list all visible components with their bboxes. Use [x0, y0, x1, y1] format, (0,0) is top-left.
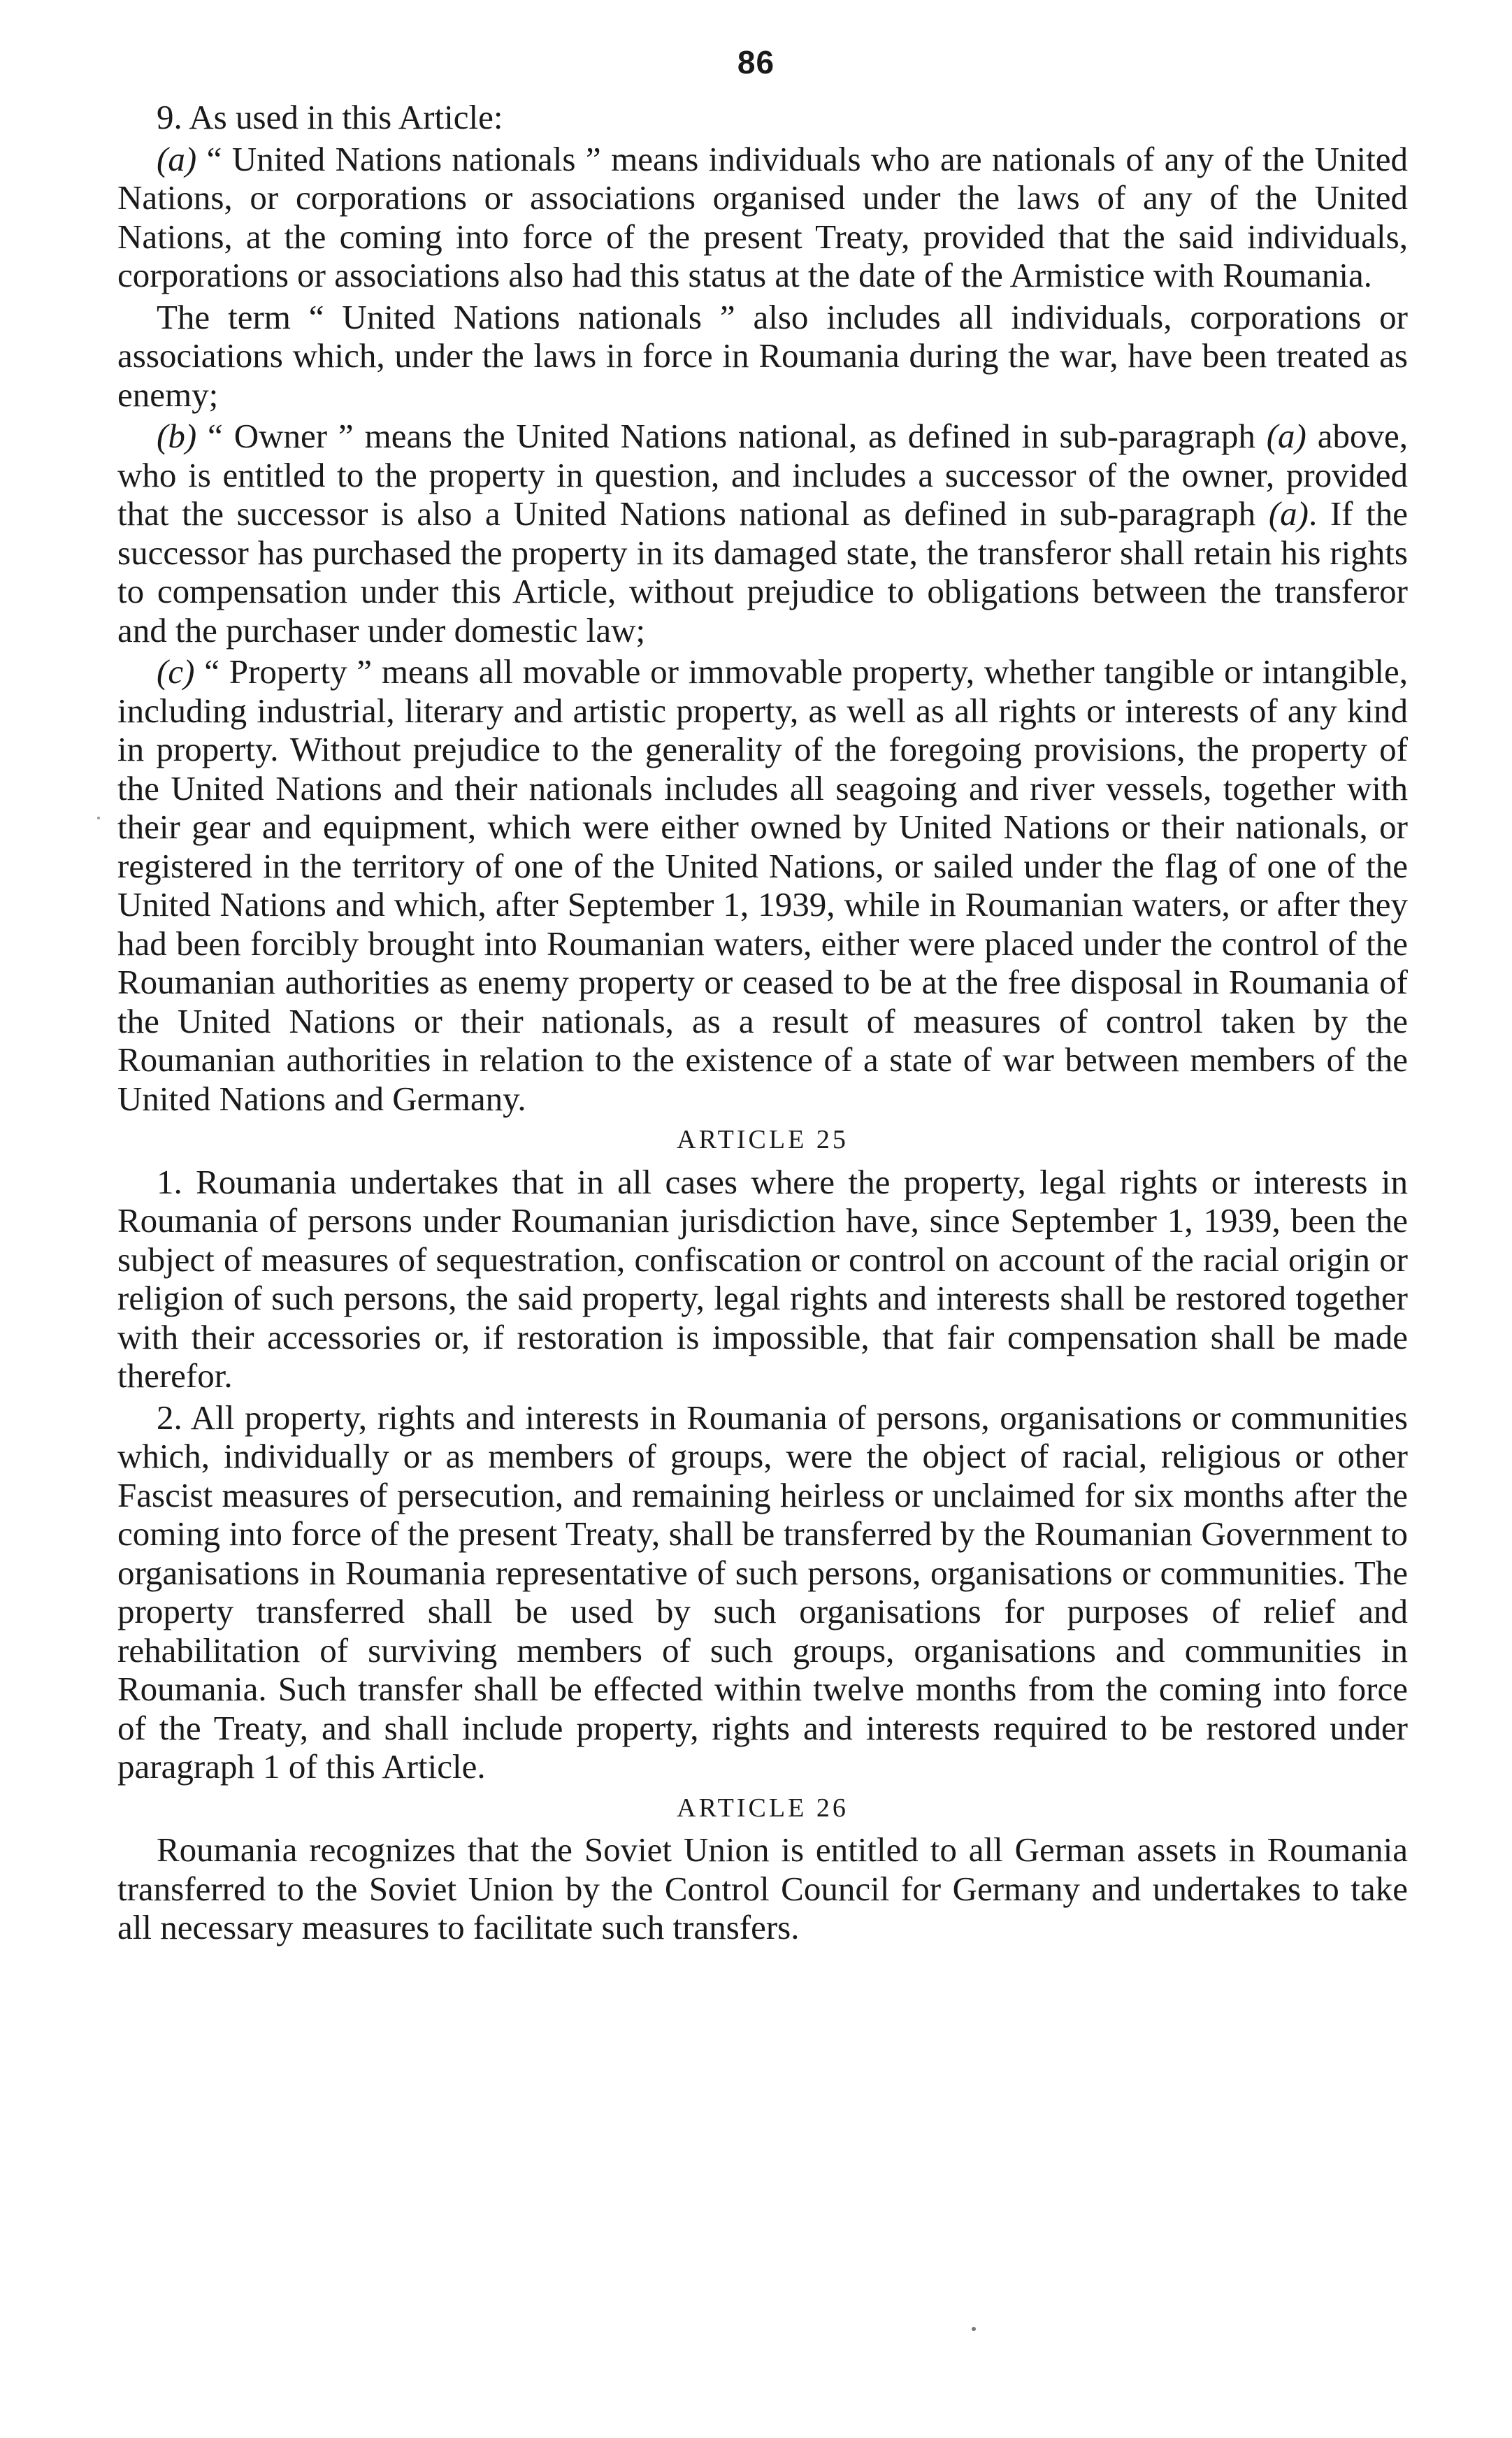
definition-b-text-2: above, who is entitled to the property in question, and includes a successor of the owner, provided that the successor is also a United Nations national as defined in sub-paragraph	[117, 417, 1409, 533]
document-body	[117, 98, 1408, 1950]
article-26-paragraph: Roumania recognizes that the Soviet Union is entitled to all German assets in Roumania transferred to the Soviet Union by the Control Council for Germany and undertakes to take all necessary measures to facilitate such transfers.	[117, 1830, 1408, 1946]
definition-a	[117, 140, 1408, 295]
definition-b-ref-1: (a)	[1266, 417, 1306, 455]
definition-c-label: (c)	[157, 652, 195, 691]
definition-b-ref-2: (a)	[1268, 494, 1309, 533]
article-25-paragraph-2: 2. All property, rights and interests in Roumania of persons, organisations or communities which, individually or as members of groups, were the object of racial, religious or other Fascist measures of persecution, and remaining heirless or unclaimed for six months after the coming into force of the present Treaty, shall be transferred by the Roumanian Government to organisations in Roumania representative of such persons, organisations or communities. The property transferred shall be used by such organisations for purposes of relief and rehabilitation of surviving members of such groups, organisations and communities in Roumania. Such transfer shall be effected within twelve months from the coming into force of the Treaty, and shall include property, rights and interests required to be restored under paragraph 1 of this Article.	[117, 1398, 1408, 1786]
definition-c	[117, 652, 1408, 1118]
scan-dot	[972, 2327, 976, 2331]
definition-c-text: “ Property ” means all movable or immovable property, whether tangible or intangible, including industrial, literary and artistic property, as well as all rights or interests of any kind in property. Without prejudice to the generality of the foregoing provisions, the property of the United Nations and their nationals includes all seagoing and river vessels, together with their gear and equipment, which were either owned by United Nations or their nationals, or registered in the territory of one of the United Nations, or sailed under the flag of one of the United Nations and which, after September 1, 1939, while in Roumanian waters, or after they had been forcibly brought into Roumanian waters, either were placed under the control of the Roumanian authorities as enemy property or ceased to be at the free disposal in Roumania of the United Nations or their nationals, as a result of measures of control taken by the Roumanian authorities in relation to the existence of a state of war between members of the United Nations and Germany.	[117, 652, 1408, 1118]
article-26-heading: ARTICLE 26	[677, 1793, 849, 1823]
definition-b-text-1: “ Owner ” means the United Nations national, as defined in sub-paragraph	[208, 417, 1255, 455]
article-25-heading: ARTICLE 25	[677, 1125, 849, 1154]
page-number: 86	[737, 44, 775, 80]
definition-b	[117, 417, 1408, 650]
definition-a-continuation: The term “ United Nations nationals ” also includes all individuals, corporations or associations which, under the laws in force in Roumania during the war, have been treated as enemy;	[117, 297, 1408, 414]
definition-a-label: (a)	[157, 139, 197, 178]
section-9-intro: 9. As used in this Article:	[157, 98, 503, 136]
definition-a-text: “ United Nations nationals ” means individuals who are nationals of any of the United Nations, or corporations or associations organised under the laws of any of the United Nations, at the coming into force of the present Treaty, provided that the said individuals, corporations or associations also had this status at the date of the Armistice with Roumania.	[117, 139, 1408, 294]
definition-b-text-3: . If the successor has purchased the property in its damaged state, the transferor shall retain his rights to compensation under this Article, without prejudice to obligations between the transferor and the purchaser under domestic law;	[117, 494, 1409, 650]
definition-b-label: (b)	[157, 417, 197, 455]
scan-speck	[97, 817, 100, 819]
article-25-paragraph-1: 1. Roumania undertakes that in all cases where the property, legal rights or interests in Roumania of persons under Roumanian jurisdiction have, since September 1, 1939, been the subject of measures of sequestration, confiscation or control on account of the racial origin or religion of such persons, the said property, legal rights and interests shall be restored together with their accessories or, if restoration is impossible, that fair compensation shall be made therefor.	[117, 1162, 1408, 1395]
